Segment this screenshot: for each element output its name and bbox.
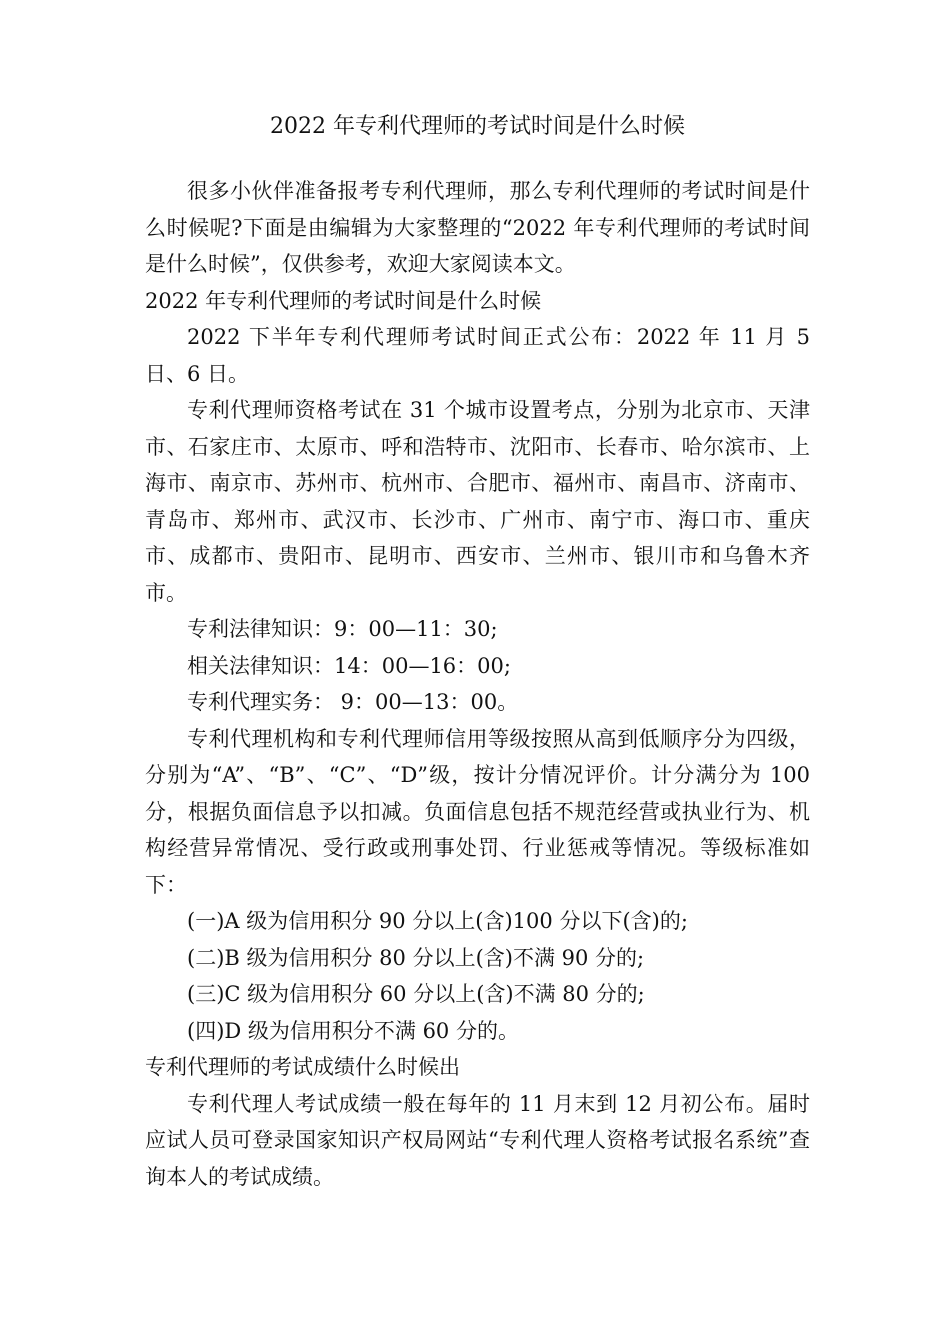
document-title: 2022 年专利代理师的考试时间是什么时候 <box>270 114 685 139</box>
schedule-patent-law: 专利法律知识：9：00—11：30; <box>187 617 498 641</box>
exam-cities-paragraph: 专利代理师资格考试在 31 个城市设置考点，分别为北京市、天津市、石家庄市、太原市、呼和浩特市、沈阳市、长春市、哈尔滨市、上海市、南京市、苏州市、杭州市、合肥市、福州市、南昌市、济南市、青岛市、郑州市、武汉市、长沙市、广州市、南宁市、海口市、重庆市、成都市、贵阳市、昆明市、西安市、兰州市、银川市和乌鲁木齐市。 <box>145 398 810 605</box>
section-heading-results: 专利代理师的考试成绩什么时候出 <box>145 1055 460 1079</box>
credit-level-a: (一)A 级为信用积分 90 分以上(含)100 分以下(含)的; <box>187 909 688 933</box>
schedule-related-law: 相关法律知识：14：00—16：00; <box>187 653 511 678</box>
document-body <box>145 105 810 1195</box>
section-heading-exam-time: 2022 年专利代理师的考试时间是什么时候 <box>145 288 542 313</box>
intro-paragraph: 很多小伙伴准备报考专利代理师，那么专利代理师的考试时间是什么时候呢?下面是由编辑为大家整理的“2022 年专利代理师的考试时间是什么时候”，仅供参考，欢迎大家阅读本文。 <box>145 179 810 276</box>
exam-date-paragraph: 2022 下半年专利代理师考试时间正式公布：2022 年 11 月 5 日、6 日。 <box>145 325 810 386</box>
schedule-practice: 专利代理实务： 9：00—13：00。 <box>187 690 519 714</box>
credit-level-d: (四)D 级为信用积分不满 60 分的。 <box>187 1018 519 1043</box>
credit-level-paragraph: 专利代理机构和专利代理师信用等级按照从高到低顺序分为四级，分别为“A”、“B”、“C”、“D”级，按计分情况评价。计分满分为 100 分，根据负面信息予以扣减。负面信息包括不规范经营或执业行为、机构经营异常情况、受行政或刑事处罚、行业惩戒等情况。等级标准如下： <box>145 726 810 897</box>
credit-level-c: (三)C 级为信用积分 60 分以上(含)不满 80 分的; <box>187 982 645 1006</box>
credit-level-b: (二)B 级为信用积分 80 分以上(含)不满 90 分的; <box>187 945 645 970</box>
results-paragraph: 专利代理人考试成绩一般在每年的 11 月末到 12 月初公布。届时应试人员可登录国家知识产权局网站“专利代理人资格考试报名系统”查询本人的考试成绩。 <box>145 1091 810 1189</box>
